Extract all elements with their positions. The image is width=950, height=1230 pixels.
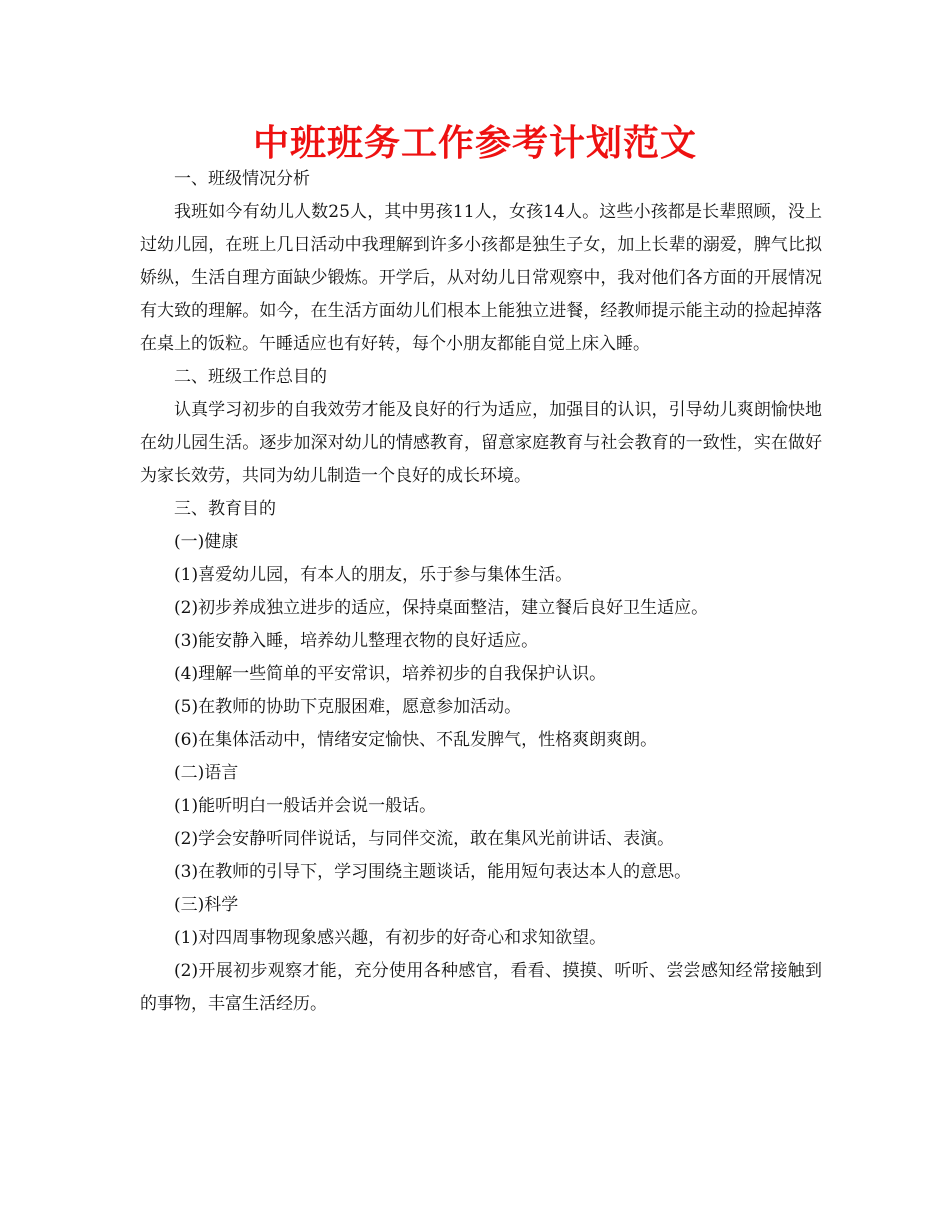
list-item: (4)理解一些简单的平安常识，培养初步的自我保护认识。 [174, 664, 607, 684]
paragraph-overall-goal: 认真学习初步的自我效劳才能及良好的行为适应，加强目的认识，引导幼儿爽朗愉快地在幼儿园生活。逐步加深对幼儿的情感教育，留意家庭教育与社会教育的一致性，实在做好为家长效劳，共同为幼儿制造一个良好的成长环境。 [140, 400, 822, 486]
subheading-health: (一)健康 [174, 532, 239, 552]
section-heading-class-situation: 一、班级情况分析 [174, 169, 310, 189]
list-item: (5)在教师的协助下克服困难，愿意参加活动。 [174, 697, 522, 717]
section-heading-overall-goal: 二、班级工作总目的 [174, 367, 327, 387]
list-item: (3)能安静入睡，培养幼儿整理衣物的良好适应。 [174, 631, 539, 651]
list-item: (1)能听明白一般话并会说一般话。 [174, 796, 437, 816]
document-title: 中班班务工作参考计划范文 [252, 123, 697, 164]
subheading-language: (二)语言 [174, 763, 239, 783]
document-body [140, 163, 822, 1021]
list-item: (3)在教师的引导下，学习围绕主题谈话，能用短句表达本人的意思。 [174, 862, 692, 882]
section-heading-education-goals: 三、教育目的 [174, 499, 276, 519]
list-item: (2)初步养成独立进步的适应，保持桌面整洁，建立餐后良好卫生适应。 [174, 598, 709, 618]
list-item: (2)开展初步观察才能，充分使用各种感官，看看、摸摸、听听、尝尝感知经常接触到的事物，丰富生活经历。 [140, 961, 822, 1014]
list-item: (2)学会安静听同伴说话，与同伴交流，敢在集风光前讲话、表演。 [174, 829, 675, 849]
subheading-science: (三)科学 [174, 895, 239, 915]
list-item: (1)喜爱幼儿园，有本人的朋友，乐于参与集体生活。 [174, 565, 573, 585]
paragraph-class-situation: 我班如今有幼儿人数25人，其中男孩11人，女孩14人。这些小孩都是长辈照顾，没上过幼儿园，在班上几日活动中我理解到许多小孩都是独生子女，加上长辈的溺爱，脾气比拟娇纵，生活自理方面缺少锻炼。开学后，从对幼儿日常观察中，我对他们各方面的开展情况有大致的理解。如今，在生活方面幼儿们根本上能独立进餐，经教师提示能主动的捡起掉落在桌上的饭粒。午睡适应也有好转，每个小朋友都能自觉上床入睡。 [140, 202, 822, 354]
list-item: (1)对四周事物现象感兴趣，有初步的好奇心和求知欲望。 [174, 928, 607, 948]
list-item: (6)在集体活动中，情绪安定愉快、不乱发脾气，性格爽朗爽朗。 [174, 730, 658, 750]
